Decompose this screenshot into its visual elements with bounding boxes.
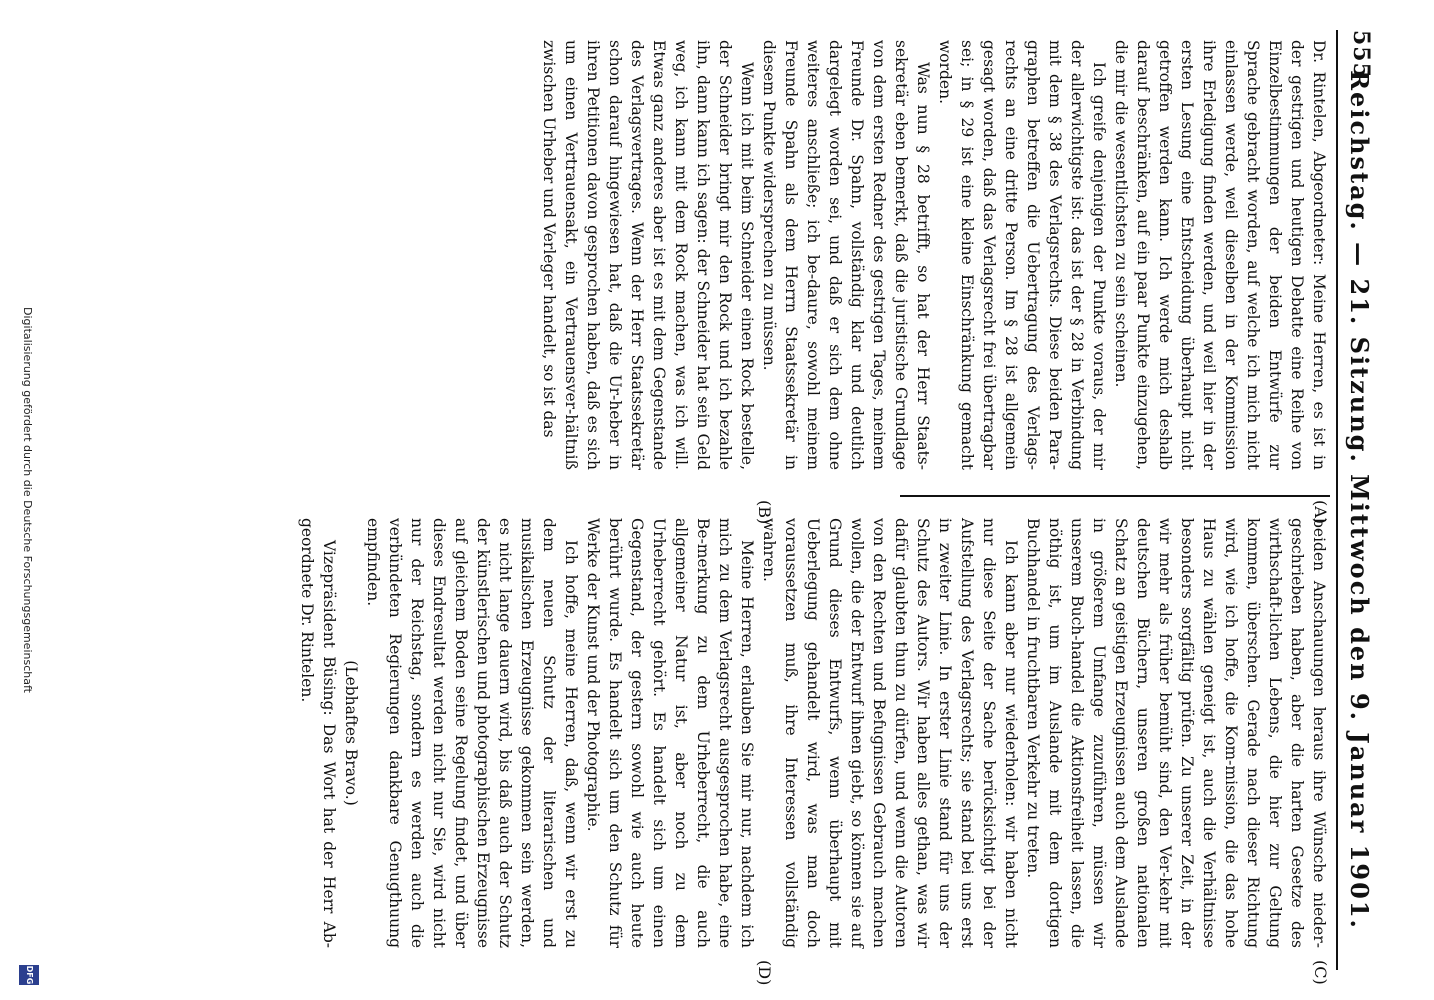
dfg-logo: DFG bbox=[19, 965, 39, 985]
paragraph: Meine Herren, erlauben Sie mir nur, nachdem ich mich zu dem Verlagsrecht ausgesprochen habe, eine Be-merkung zu dem Urheberrecht, die auch allgemeiner Natur ist, aber noch zu dem Urheberrecht gehört. Es handelt sich um einen Gegenstand, der gestern sowohl wie auch heute berührt wurde. Es handelt sich um den Schutz für Werke der Kunst und der Photographie. bbox=[584, 518, 756, 948]
paragraph: Ich greife denjenigen der Punkte voraus, der mir der allerwichtigste ist: das ist der § 28 in Verbindung mit dem § 38 des Verlagsrechts. Diese beiden Para-graphen betreffen die Uebertragung des Verlags-rechts an eine dritte Person. Im § 28 ist allgemein gesagt worden, daß das Verlagsrecht frei übertragbar sei; in § 29 ist eine kleine Einschränkung gemacht worden. bbox=[936, 40, 1108, 470]
page-number: 555 bbox=[1348, 30, 1374, 79]
column-divider bbox=[900, 495, 1330, 497]
margin-marker-b: (B) bbox=[755, 500, 774, 525]
applause-note: (Lebhaftes Bravo.) bbox=[342, 660, 360, 806]
paragraph: beiden Anschauungen heraus ihre Wünsche nieder-geschrieben haben, aber die harten Gesetze des wirthschaft-lichen Lebens, die hier zur Geltung kommen, überschen. Gerade nach dieser Richtung wird, wie ich hoffe, die Kom-mission, die das hohe Haus zu wählen geneigt ist, auch die Verhältnisse besonders sorgfältig prüfen. Zu unserer Zeit, in der wir mehr als früher bemüht sind, den Ver-kehr mit deutschen Büchern, unseren großen nationalen Schatz an geistigen Erzeugnissen auch dem Auslande in größerem Umfange zuzuführen, müssen wir unserem Buch-handel die Aktionsfreiheit lassen, die nöthig ist, um im Auslande mit dem dortigen Buchhandel in fruchtbaren Verkehr zu treten. bbox=[1024, 518, 1328, 948]
margin-marker-c: (C) bbox=[1311, 960, 1330, 985]
text-column-left bbox=[296, 518, 1330, 948]
margin-marker-d: (D) bbox=[755, 960, 774, 986]
paragraph: Dr. Rintelen, Abgeordneter: Meine Herren, es ist in der gestrigen und heutigen Debatte eine Reihe von Einzelbestimmungen der beiden Entwürfe zur Sprache gebracht worden, auf welche ich mich nicht einlassen werde, weil dieselben in der Kommission ihre Erledigung finden werden, und weil hier in der ersten Lesung eine Entscheidung überhaupt nicht getroffen werden kann. Ich werde mich deshalb darauf beschränken, auf ein paar Punkte einzugehen, die mir die wesentlichsten zu sein scheinen. bbox=[1112, 40, 1328, 470]
paragraph: Wenn ich mit beim Schneider einen Rock bestelle, der Schneider bringt mir den Rock und ich bezahle ihn, dann kann ich sagen: der Schneider hat sein Geld weg, ich kann mit dem Rock machen, was ich will. Etwas ganz anderes aber ist es mit dem Gegenstande des Verlagsvertrages. Wenn der Herr Staatssekretär schon darauf hingewiesen hat, daß die Ur-heber in ihren Petitionen davon gesprochen haben, daß es sich um einen Vertrauensakt, ein Vertrauensver-hältniß zwischen Urheber und Verleger handelt, so ist das bbox=[540, 40, 756, 470]
paragraph: Vizepräsident Büsing: Das Wort hat der Herr Ab-geordnete Dr. Rintelen. bbox=[298, 518, 338, 948]
page-title: Reichstag. — 21. Sitzung. Mittwoch den 9. Januar 1901. bbox=[1345, 70, 1374, 930]
text-column-right bbox=[538, 40, 1330, 470]
margin-marker-a: (A) bbox=[1311, 500, 1330, 525]
paragraph: Was nun § 28 betrifft, so hat der Herr Staats-sekretär eben bemerkt, daß die juristische Grundlage von dem ersten Redner des gestrigen Tages, meinem Freunde Dr. Spahn, vollständig klar und deutlich dargelegt worden sei, und daß er sich dem ohne weiteres anschließe; ich be-daure, sowohl meinem Freunde Spahn als dem Herrn Staatssekretär in diesem Punkte widersprechen zu müssen. bbox=[760, 40, 932, 470]
page-header bbox=[1340, 0, 1380, 1000]
header-rule bbox=[1336, 30, 1338, 970]
paragraph: Ich kann aber nur wiederholen: wir haben nicht nur diese Seite der Sache berücksichtigt bei der Aufstellung des Verlagsrechts; sie stand bei uns erst in zweiter Linie. In erster Linie stand für uns der Schutz des Autors. Wir haben alles gethan, was wir dafür glaubten thun zu dürfen, und wenn die Autoren von den Rechten und Befugnissen Gebrauch machen wollen, die der Entwurf ihnen giebt, so können sie auf Grund dieses Entwurfs, wenn überhaupt mit Ueberlegung gehandelt wird, was man doch voraussetzen muß, ihre Interessen vollständig wahren. bbox=[760, 518, 1020, 948]
digitization-credit: Digitalisierung gefördert durch die Deutsche Forschungsgemeinschaft bbox=[21, 307, 34, 693]
paragraph: Ich hoffe, meine Herren, daß, wenn wir erst zu dem neuen Schutz der literarischen und musikalischen Erzeugnisse gekommen sein werden, es nicht lange dauern wird, bis daß auch der Schutz der künstlerischen und photographischen Erzeugnisse auf gleichem Boden seine Regelung findet, und über dieses Endresultat werden nicht nur Sie, wird nicht nur der Reichstag, sondern es werden auch die verbündeten Regierungen dankbare Genugthuung empfinden. bbox=[364, 518, 580, 948]
